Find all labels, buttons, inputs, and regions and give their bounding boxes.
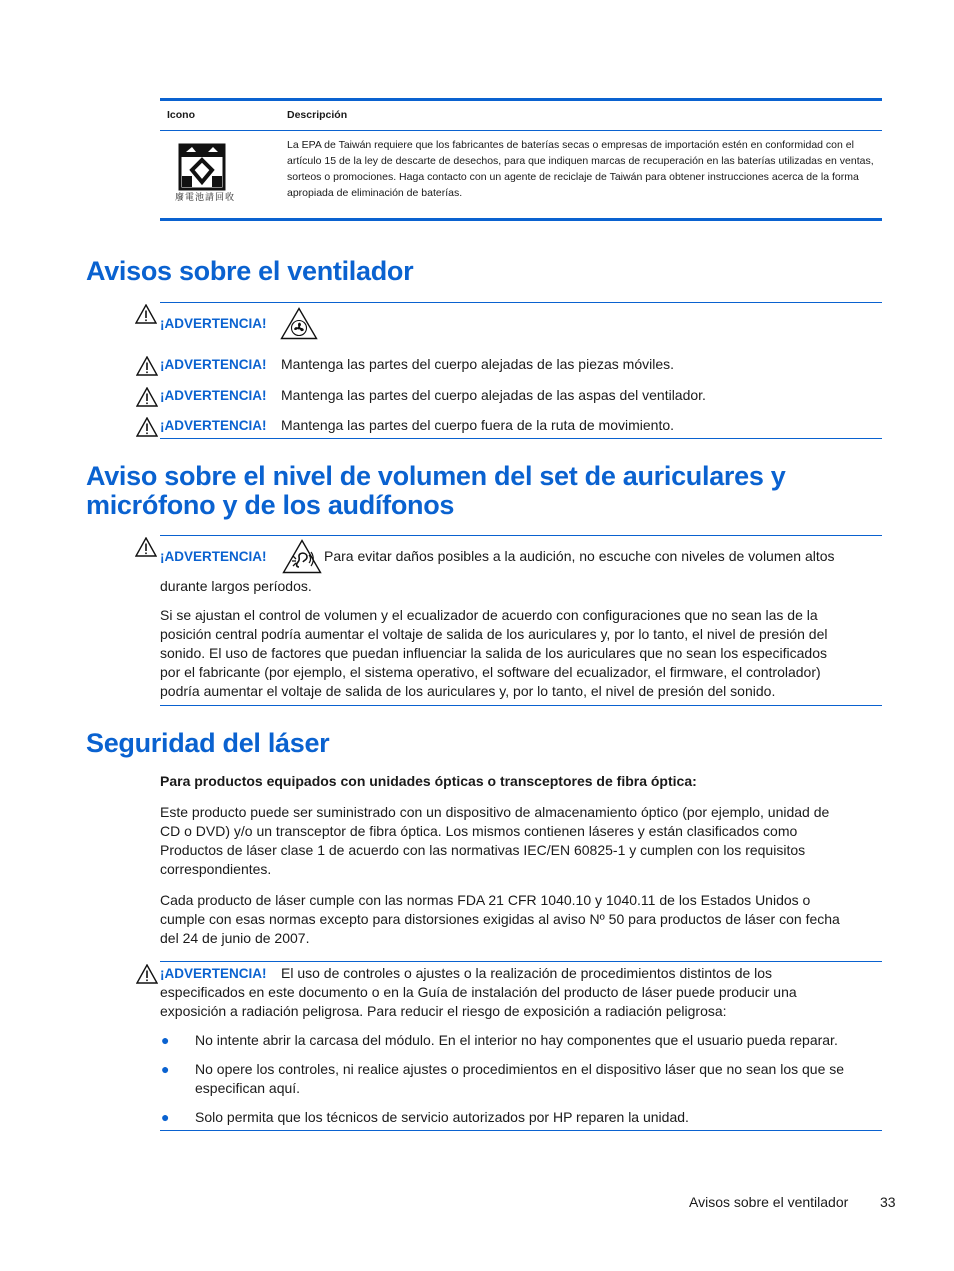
laser-paragraph-1-line: Productos de láser clase 1 de acuerdo con las normativas IEC/EN 60825-1 y cumplen con los requisitos bbox=[160, 842, 806, 858]
bullet-dot: ● bbox=[161, 1032, 170, 1048]
fan-warning-text-1: Mantenga las partes del cuerpo alejadas de las piezas móviles. bbox=[281, 356, 675, 372]
laser-warning-line3: exposición a radiación peligrosa. Para reducir el riesgo de exposición a radiación peligrosa: bbox=[160, 1003, 727, 1019]
audio-paragraph bbox=[160, 606, 882, 701]
laser-paragraph-1-line: correspondientes. bbox=[160, 861, 272, 877]
table-top-rule bbox=[160, 98, 882, 101]
warning-triangle-icon bbox=[136, 387, 158, 407]
laser-paragraph-2-line: del 24 de junio de 2007. bbox=[160, 930, 310, 946]
hearing-damage-warning-icon bbox=[282, 539, 322, 574]
bullet-dot: ● bbox=[161, 1061, 170, 1077]
fan-section-title: Avisos sobre el ventilador bbox=[86, 256, 414, 286]
audio-section-title-line1: Aviso sobre el nivel de volumen del set de auriculares y bbox=[86, 461, 786, 491]
audio-paragraph-line: sonido. El uso de factores que puedan influenciar la salida de los auriculares que no sean los especificados bbox=[160, 645, 827, 661]
laser-paragraph-1-line: Este producto puede ser suministrado con un dispositivo de almacenamiento óptico (por ejemplo, unidad de bbox=[160, 804, 830, 820]
table-header-rule bbox=[160, 130, 882, 131]
laser-bullet-line: No opere los controles, ni realice ajustes o procedimientos en el dispositivo láser que no sean los que se bbox=[195, 1061, 845, 1077]
laser-paragraph-1 bbox=[160, 803, 882, 879]
fan-warning-label-1: ¡ADVERTENCIA! bbox=[160, 357, 267, 372]
audio-paragraph-line: posición central podría aumentar el voltaje de salida de los auriculares y, por lo tanto, el nivel de presión del bbox=[160, 626, 828, 642]
laser-paragraph-1-line: CD o DVD) y/o un transceptor de fibra óptica. Los mismos contienen láseres y están clasificados como bbox=[160, 823, 798, 839]
laser-warning-line2: especificados en este documento o en la Guía de instalación del producto de láser puede producir una bbox=[160, 984, 797, 1000]
fan-warning-text-2: Mantenga las partes del cuerpo alejadas de las aspas del ventilador. bbox=[281, 387, 706, 403]
audio-warning-text-line2: durante largos períodos. bbox=[160, 578, 312, 594]
laser-bullet-line: especifican aquí. bbox=[195, 1080, 301, 1096]
warning-triangle-icon bbox=[136, 356, 158, 376]
audio-bottom-rule bbox=[160, 705, 882, 706]
laser-bottom-rule bbox=[160, 1130, 882, 1131]
battery-recycling-caption: 廢電池請回收 bbox=[174, 193, 235, 203]
table-row-description: La EPA de Taiwán requiere que los fabricantes de baterías secas o empresas de importación estén en conformidad con el artículo 15 de la ley de descarte de desechos, para que indiquen marcas de recuperación en las baterías utilizadas en ventas, sorteos o promociones. Haga contacto con un agente de reciclaje de Taiwán para obtener instrucciones acerca de la forma apropiada de eliminación de baterías. bbox=[287, 139, 874, 199]
laser-bullet-line: No intente abrir la carcasa del módulo. En el interior no hay componentes que el usuario pueda reparar. bbox=[195, 1032, 838, 1048]
laser-bullet-line: Solo permita que los técnicos de servicio autorizados por HP reparen la unidad. bbox=[195, 1109, 689, 1125]
laser-paragraph-2 bbox=[160, 891, 882, 948]
warning-triangle-icon bbox=[136, 964, 158, 984]
laser-subheading: Para productos equipados con unidades ópticas o transceptores de fibra óptica: bbox=[160, 773, 697, 789]
bullet-dot: ● bbox=[161, 1109, 170, 1125]
laser-paragraph-2-line: cumple con esas normas excepto para distorsiones exigidas al aviso Nº 50 para productos de láser con fecha bbox=[160, 911, 840, 927]
fan-top-rule bbox=[160, 302, 882, 303]
fan-warning-label-2: ¡ADVERTENCIA! bbox=[160, 388, 267, 403]
fan-blade-warning-icon bbox=[280, 307, 318, 340]
audio-section-title-line2: micrófono y de los audífonos bbox=[86, 490, 455, 520]
laser-warning-top-rule bbox=[160, 961, 882, 962]
audio-top-rule bbox=[160, 535, 882, 536]
battery-recycling-icon bbox=[172, 142, 238, 208]
audio-warning-text-line1: Para evitar daños posibles a la audición, no escuche con niveles de volumen altos bbox=[324, 548, 835, 564]
table-bottom-rule bbox=[160, 218, 882, 221]
audio-paragraph-line: podría aumentar el voltaje de salida de los auriculares y, por lo tanto, el nivel de presión del sonido. bbox=[160, 683, 776, 699]
laser-warning-line1: El uso de controles o ajustes o la realización de procedimientos distintos de los bbox=[281, 965, 773, 981]
laser-bullet-1 bbox=[195, 1031, 838, 1050]
fan-warning-label-3: ¡ADVERTENCIA! bbox=[160, 418, 267, 433]
table-header-description: Descripción bbox=[287, 109, 348, 121]
warning-triangle-icon bbox=[136, 417, 158, 437]
footer-section-name: Avisos sobre el ventilador bbox=[689, 1194, 849, 1210]
fan-warning-text-3: Mantenga las partes del cuerpo fuera de la ruta de movimiento. bbox=[281, 417, 675, 433]
fan-bottom-rule bbox=[160, 438, 882, 439]
audio-paragraph-line: Si se ajustan el control de volumen y el ecualizador de acuerdo con configuraciones que no sean las de la bbox=[160, 607, 818, 623]
warning-triangle-icon bbox=[135, 537, 157, 557]
audio-paragraph-line: por el fabricante (por ejemplo, el sistema operativo, el software del ecualizador, el firmware, el controlador) bbox=[160, 664, 821, 680]
laser-bullet-3 bbox=[195, 1108, 689, 1127]
laser-warning-label: ¡ADVERTENCIA! bbox=[160, 966, 267, 981]
warning-triangle-icon bbox=[135, 304, 157, 324]
fan-warning-label-0: ¡ADVERTENCIA! bbox=[160, 316, 267, 331]
laser-section-title: Seguridad del láser bbox=[86, 728, 330, 758]
laser-paragraph-2-line: Cada producto de láser cumple con las normas FDA 21 CFR 1040.10 y 1040.11 de los Estados Unidos o bbox=[160, 892, 811, 908]
footer-page-number: 33 bbox=[880, 1194, 896, 1210]
table-header-icon: Icono bbox=[167, 109, 195, 121]
audio-warning-label: ¡ADVERTENCIA! bbox=[160, 549, 267, 564]
laser-bullet-2 bbox=[195, 1060, 844, 1098]
